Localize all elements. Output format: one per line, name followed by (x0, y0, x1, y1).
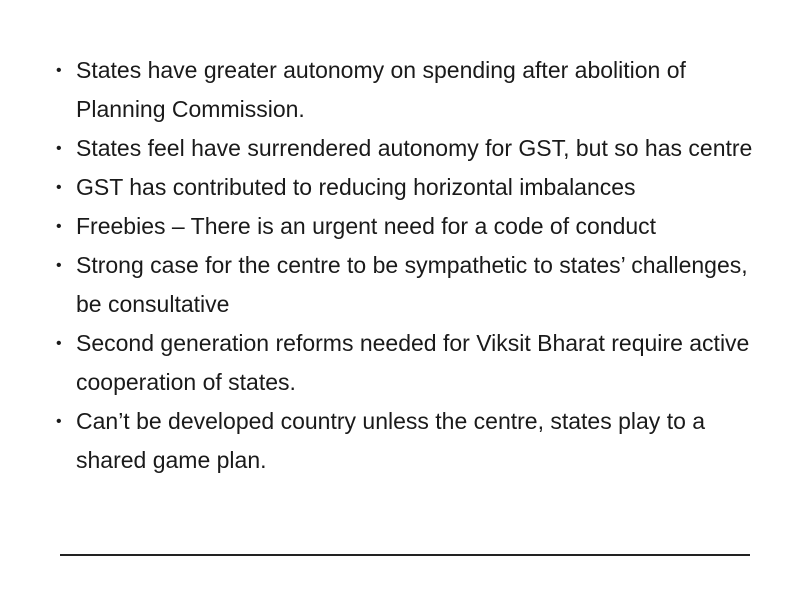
list-item (52, 51, 762, 129)
bullet-list (52, 51, 762, 480)
bullet-marker: • (56, 140, 62, 157)
list-item (52, 207, 762, 246)
list-item-text: States have greater autonomy on spending after abolition of Planning Commission. (76, 57, 686, 122)
list-item-text: Freebies – There is an urgent need for a code of conduct (76, 213, 657, 239)
bullet-marker: • (56, 218, 62, 235)
document-body (52, 51, 762, 480)
list-item (52, 246, 762, 324)
list-item (52, 168, 762, 207)
list-item-text: Can’t be developed country unless the centre, states play to a shared game plan. (76, 408, 706, 473)
list-item (52, 324, 762, 402)
bullet-marker: • (56, 335, 62, 352)
list-item (52, 129, 762, 168)
list-item-text: States feel have surrendered autonomy for GST, but so has centre (76, 135, 753, 161)
list-item-text: Second generation reforms needed for Viksit Bharat require active cooperation of states. (76, 330, 750, 395)
bullet-marker: • (56, 413, 62, 430)
bullet-marker: • (56, 257, 62, 274)
list-item-text: Strong case for the centre to be sympathetic to states’ challenges, be consultative (76, 252, 748, 317)
bullet-marker: • (56, 179, 62, 196)
list-item-text: GST has contributed to reducing horizontal imbalances (76, 174, 636, 200)
horizontal-divider (60, 554, 750, 556)
bullet-marker: • (56, 62, 62, 79)
list-item (52, 402, 762, 480)
